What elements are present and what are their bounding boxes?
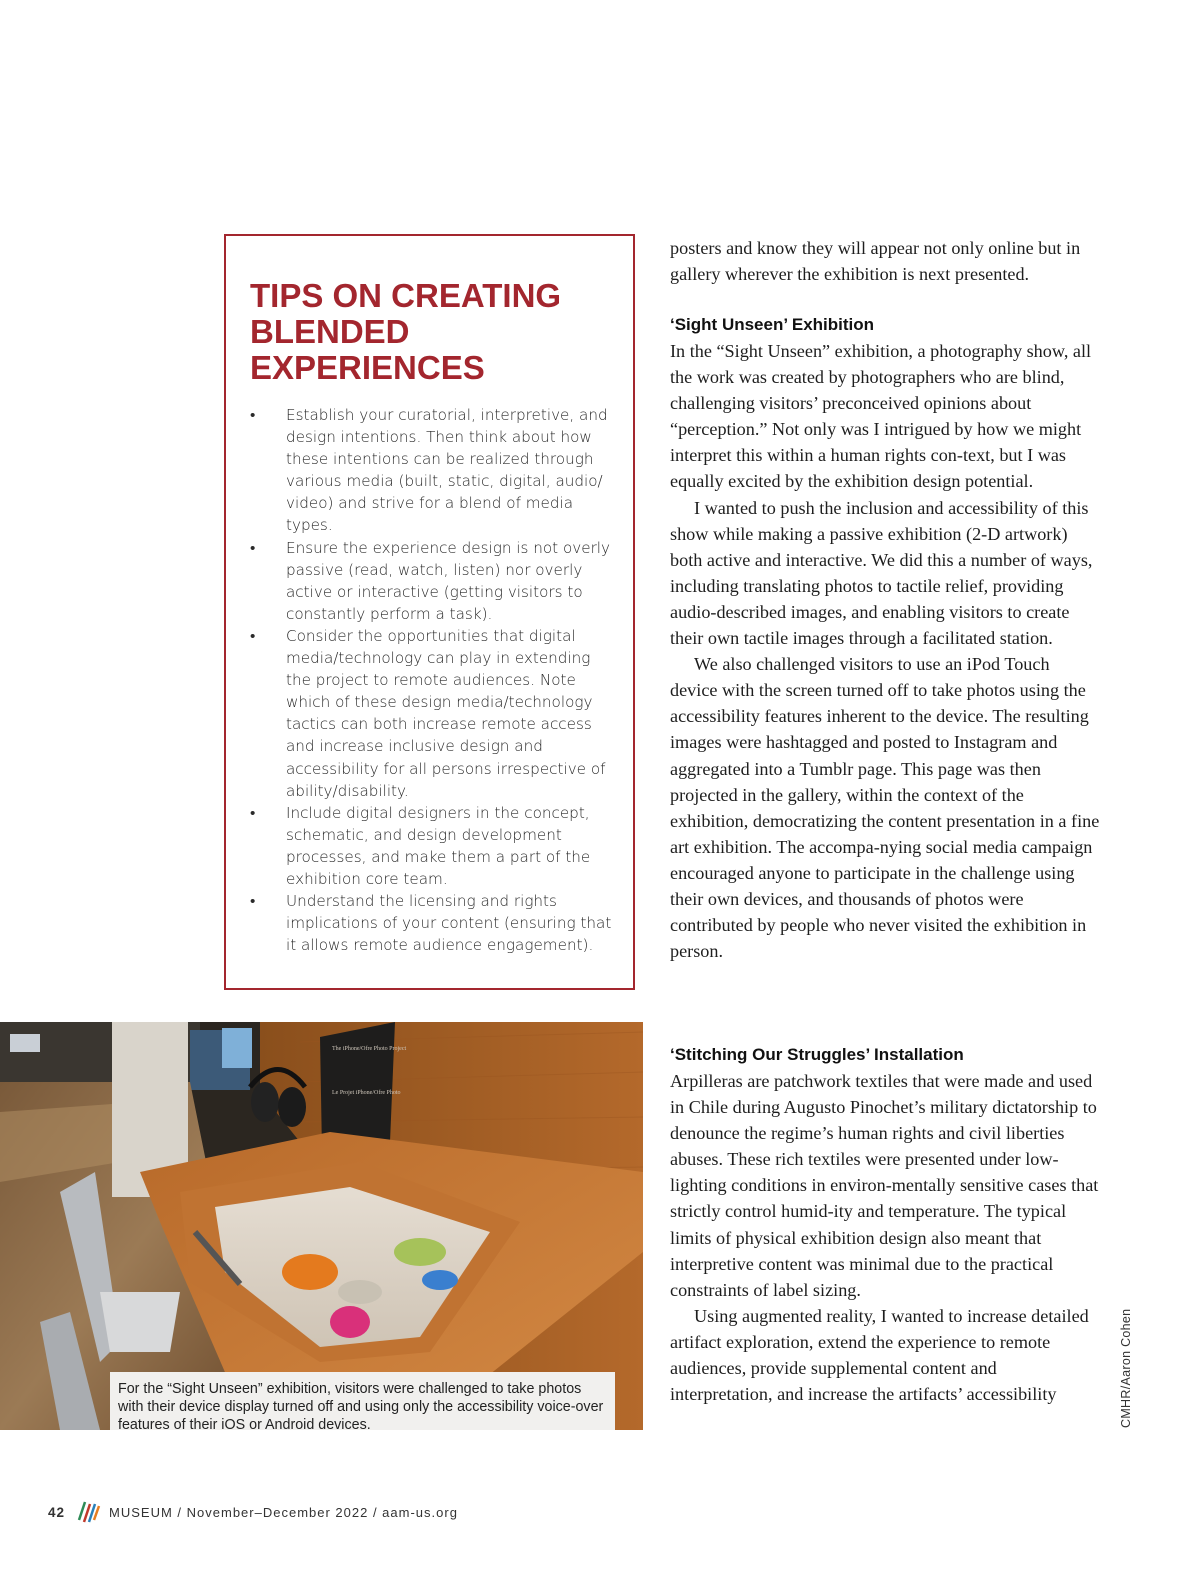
paragraph: In the “Sight Unseen” exhibition, a photography show, all the work was created by photographers who are blind, challenging visitors’ preconceived opinions about “perception.” Not only was I intrigued by how we might interpret this within a human rights con-text, but I was equally excited by the exhibition design potential.: [670, 341, 1092, 492]
tips-item: [250, 802, 620, 890]
photo-caption: For the “Sight Unseen” exhibition, visitors were challenged to take photos with their device display turned off and using only the accessibility voice-over features of their iOS or Android devices.: [110, 1372, 615, 1430]
section-stitching-our-struggles: [670, 1042, 1100, 1407]
tips-item-text: Understand the licensing and rights implications of your content (ensuring that it allows remote audience engagement).: [286, 892, 612, 955]
bullet-icon: •: [250, 538, 256, 557]
section-heading: ‘Sight Unseen’ Exhibition: [670, 315, 875, 334]
issue-info: / November–December 2022 / aam-us.org: [172, 1504, 458, 1520]
paragraph: Using augmented reality, I wanted to increase detailed artifact exploration, extend the experience to remote audiences, provide supplemental content and interpretation, and increase the artifacts’ accessibility: [670, 1305, 1089, 1405]
tips-item-text: Establish your curatorial, interpretive, and design intentions. Then think about how these intentions can be realized through various media (built, static, digital, audio/ video) and strive for a blend of media types.: [286, 406, 608, 535]
section-sight-unseen: [670, 312, 1100, 964]
tips-item: [250, 625, 620, 802]
exhibition-photo: [0, 1022, 643, 1430]
article-column: [670, 235, 1100, 287]
bullet-icon: •: [250, 406, 256, 424]
section-heading: ‘Stitching Our Struggles’ Installation: [670, 1045, 964, 1064]
page-footer: [48, 1500, 458, 1524]
tips-item-text: Consider the opportunities that digital media/technology can play in extending the project to remote audiences. Note which of these design media/technology tactics can both increase remote access and increase inclusive design and accessibility for all persons irrespective of ability/disability.: [286, 626, 606, 800]
magazine-name: MUSEUM: [109, 1504, 173, 1520]
bullet-icon: •: [250, 626, 256, 645]
paragraph: We also challenged visitors to use an iPod Touch device with the screen turned off to take photos using the accessibility features inherent to the device. The resulting images were hashtagged and posted to Instagram and aggregated into a Tumblr page. This page was then projected in the gallery, within the context of the exhibition, democratizing the content presentation in a fine art exhibition. The accompa-nying social media campaign encouraged anyone to participate in the challenge using their own devices, and thousands of photos were contributed by people who never visited the exhibition in person.: [670, 654, 1100, 962]
article-intro: posters and know they will appear not only online but in gallery wherever the exhibition is next presented.: [670, 238, 1081, 285]
page-number: 42: [48, 1504, 66, 1520]
tips-title: TIPS ON CREATING BLENDED EXPERIENCES: [250, 277, 562, 386]
tips-item: [250, 890, 620, 956]
tips-item-text: Include digital designers in the concept, schematic, and design development processes, and make them a part of the exhibition core team.: [286, 803, 591, 888]
photo-credit: CMHR/Aaron Cohen: [1119, 1308, 1133, 1428]
tips-item: [250, 537, 620, 625]
tips-item: [250, 404, 620, 537]
bullet-icon: •: [250, 892, 256, 911]
panel-subtitle-text: Le Projet iPhone/Ofre Photo: [332, 1090, 401, 1096]
paragraph: I wanted to push the inclusion and accessibility of this show while making a passive exhibition (2-D artwork) both active and interactive. We did this a number of ways, including translating photos to tactile relief, providing audio-described images, and enabling visitors to create their own tactile images through a facilitated station.: [670, 497, 1093, 649]
photo-illustration: [0, 1022, 643, 1430]
panel-title-text: The iPhone/Ofre Photo Project: [332, 1046, 407, 1052]
bullet-icon: •: [250, 803, 256, 822]
tips-item-text: Ensure the experience design is not overly passive (read, watch, listen) nor overly active or interactive (getting visitors to constantly perform a task).: [286, 538, 611, 623]
tips-sidebar: [224, 234, 635, 990]
tips-list: [250, 404, 620, 956]
paragraph: Arpilleras are patchwork textiles that were made and used in Chile during Augusto Pinochet’s military dictatorship to denounce the regime’s human rights and civil liberties abuses. These rich textiles were presented under low-lighting conditions in environ-mentally sensitive cases that strictly control humid-ity and temperature. The typical limits of physical exhibition design also meant that interpretive content was minimal due to the practical constraints of label sizing.: [670, 1071, 1099, 1300]
aam-logo-icon: [75, 1498, 101, 1527]
